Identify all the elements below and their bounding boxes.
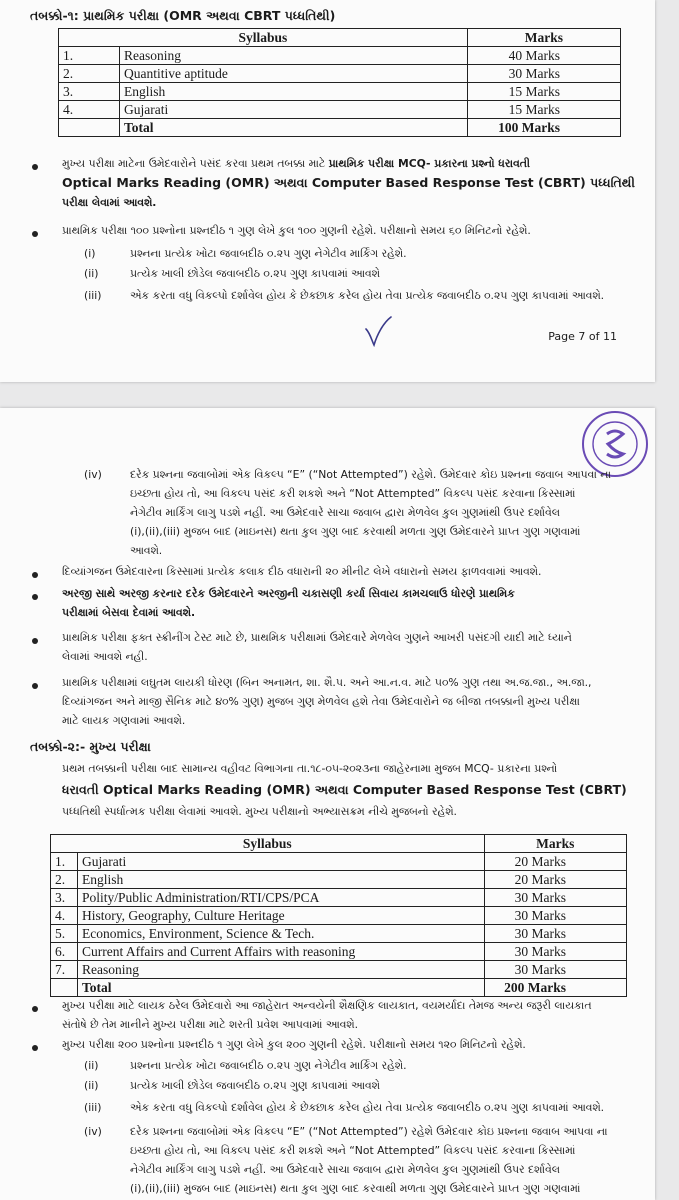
stage2-heading: તબક્કો-૨:- મુખ્ય પરીક્ષા <box>30 739 151 754</box>
rule-number: (iii) <box>84 289 102 302</box>
table-row <box>59 65 621 83</box>
bullet-marker <box>32 638 38 644</box>
row-number <box>59 119 120 137</box>
para-line: દિવ્યાંગજન અને માજી સૈનિક માટે ૪૦% ગુણ) મુજબ ગુણ મેળવેલ હશે તેવા ઉમેદવારોને જ બીજા તબક્કાની મુખ્ય પરીક્ષા <box>62 695 580 708</box>
subject-cell: Economics, Environment, Science & Tech. <box>78 925 485 943</box>
rule-item <box>84 1056 407 1075</box>
row-number: 2. <box>59 65 120 83</box>
rule-text: પ્રશ્નના પ્રત્યેક ખોટા જવાબદીઠ ૦.૨૫ ગુણ નેગેટીવ માર્કિંગ રહેશે. <box>130 1059 407 1072</box>
rule-number: (ii) <box>84 267 99 280</box>
marks-cell: 20 Marks <box>484 853 626 871</box>
total-value: 100 Marks <box>467 119 620 137</box>
rule-number: (iii) <box>84 1101 102 1114</box>
para-line: પ્રાથમિક પરીક્ષા ફક્ત સ્ક્રીનીંગ ટેસ્ટ માટે છે, પ્રાથમિક પરીક્ષામાં ઉમેદવારે મેળવેલ ગુણને આખરી પસંદગી યાદી માટે ધ્યાને <box>62 631 572 644</box>
marks-cell: 30 Marks <box>484 943 626 961</box>
provisional-admission-paragraph <box>62 584 515 622</box>
row-number: 1. <box>51 853 78 871</box>
stage1-heading: તબક્કો-૧: પ્રાથમિક પરીક્ષા (OMR અથવા CBRT પધ્ધતિથી) <box>30 8 336 23</box>
table-row <box>51 853 627 871</box>
bullet-marker <box>32 164 38 170</box>
page-number: Page 7 of 11 <box>548 330 617 343</box>
syllabus-header: Syllabus <box>59 29 468 47</box>
table-row <box>51 961 627 979</box>
rule-text: પ્રશ્નના પ્રત્યેક ખોટા જવાબદીઠ ૦.૨૫ ગુણ નેગેટીવ માર્કિંગ રહેશે. <box>130 247 407 260</box>
minimum-qualifying-paragraph <box>62 673 591 730</box>
marks-cell: 30 Marks <box>484 925 626 943</box>
rule-item-iv <box>84 465 130 484</box>
para-line: પરીક્ષામાં બેસવા દેવામાં આવશે. <box>62 606 196 619</box>
marks-cell: 30 Marks <box>467 65 620 83</box>
handwritten-tick-mark <box>363 315 393 347</box>
subject-cell: Gujarati <box>120 101 468 119</box>
para-line: સંતોષે છે તેમ માનીને મુખ્ય પરીક્ષા માટે શરતી પ્રવેશ આપવામાં આવશે. <box>62 1018 359 1031</box>
rule-number: (ii) <box>84 1079 99 1092</box>
rule-number: (iv) <box>84 1125 102 1138</box>
subject-cell: Reasoning <box>78 961 485 979</box>
marks-cell: 30 Marks <box>484 961 626 979</box>
table-row <box>59 83 621 101</box>
para-line: અરજી સાથે અરજી કરનાર દરેક ઉમેદવારને અરજીની ચકાસણી કર્યા સિવાય કામચલાઉ ધોરણે પ્રાથમિક <box>62 587 515 600</box>
table-row <box>51 925 627 943</box>
bullet-marker <box>32 683 38 689</box>
rule-text: એક કરતા વધુ વિકલ્પો દર્શાવેલ હોય કે છેકછાક કરેલ હોય તેવા પ્રત્યેક જવાબદીઠ ૦.૨૫ ગુણ કાપવામાં આવશે. <box>130 289 605 302</box>
rule-item <box>84 1098 604 1117</box>
screening-test-paragraph <box>62 628 572 666</box>
conditional-entry-paragraph <box>62 996 591 1034</box>
rule-item <box>84 264 380 283</box>
subject-cell: Reasoning <box>120 47 468 65</box>
rule-item <box>84 244 407 263</box>
para-line: આવશે. <box>130 544 163 557</box>
rule-item-iv <box>84 1122 130 1141</box>
main-exam-intro <box>62 759 627 821</box>
not-attempted-paragraph <box>130 465 650 560</box>
row-number: 6. <box>51 943 78 961</box>
document-page-8 <box>0 408 655 1200</box>
para-line: નેગેટીવ માર્કિંગ લાગુ પડશે નહીં. આ ઉમેદવારે સાચા જવાબ દ્વારા મેળવેલ કુલ ગુણમાંથી ઉપર દર્શાવેલ <box>130 506 560 519</box>
row-number: 4. <box>59 101 120 119</box>
para-line: મુખ્ય પરીક્ષા માટે લાયક ઠરેલ ઉમેદવારો આ જાહેરાત અન્વયેની શૈક્ષણિક લાયકાત, વયમર્યાદા તેમજ અન્ય જરૂરી લાયકાત <box>62 999 592 1012</box>
para-line: (i),(ii),(iii) મુજબ બાદ (માઇનસ) થતા કુલ ગુણ બાદ કરવાથી મળતા ગુણ ઉમેદવારને પ્રાપ્ત ગુણ ગણવામાં <box>130 1182 581 1195</box>
subject-cell: History, Geography, Culture Heritage <box>78 907 485 925</box>
subject-cell: Quantitive aptitude <box>120 65 468 83</box>
total-label: Total <box>78 979 485 997</box>
rule-text: એક કરતા વધુ વિકલ્પો દર્શાવેલ હોય કે છેકછાક કરેલ હોય તેવા પ્રત્યેક જવાબદીઠ ૦.૨૫ ગુણ કાપવામાં આવશે. <box>130 1101 605 1114</box>
row-number <box>51 979 78 997</box>
table-total-row <box>51 979 627 997</box>
row-number: 3. <box>51 889 78 907</box>
para-line: ઇચ્છતા હોય તો, આ વિકલ્પ પસંદ કરી શકશે અને “Not Attempted” વિકલ્પ પસંદ કરવાના કિસ્સામાં <box>130 487 576 500</box>
omr-cbrt-text: ધરાવતી Optical Marks Reading (OMR) અથવા Computer Based Response Test (CBRT) <box>62 782 627 797</box>
subject-cell: English <box>120 83 468 101</box>
para-line: લેવામાં આવશે નહી. <box>62 650 148 663</box>
stage1-syllabus-table <box>58 28 621 137</box>
para-line: નેગેટીવ માર્કિંગ લાગુ પડશે નહીં. આ ઉમેદવારે સાચા જવાબ દ્વારા મેળવેલ કુલ ગુણમાંથી ઉપર દર્શાવેલ <box>130 1163 560 1176</box>
syllabus-header: Syllabus <box>51 835 485 853</box>
document-page-7 <box>0 0 655 382</box>
marks-header: Marks <box>484 835 626 853</box>
para-bold-text: પ્રાથમિક પરીક્ષા MCQ- પ્રકારના પ્રશ્નો ધરાવતી <box>328 157 530 170</box>
rule-item <box>84 1076 380 1095</box>
bullet-marker <box>32 1045 38 1051</box>
para-line: દરેક પ્રશ્નના જવાબોમાં એક વિકલ્પ “E” (“Not Attempted”) રહેશે ઉમેદવાર કોઇ પ્રશ્નના જવાબ આપવા ના <box>130 1125 608 1138</box>
omr-cbrt-text: Optical Marks Reading (OMR) અથવા Computer Based Response Test (CBRT) પધ્ધતિથી <box>62 175 635 190</box>
bullet-marker <box>32 231 38 237</box>
table-row <box>59 47 621 65</box>
rule-number: (ii) <box>84 1059 99 1072</box>
table-total-row <box>59 119 621 137</box>
para-line: (i),(ii),(iii) મુજબ બાદ (માઇનસ) થતા કુલ ગુણ બાદ કરવાથી મળતા ગુણ ઉમેદવારને પ્રાપ્ત ગુણ ગણવામાં <box>130 525 581 538</box>
row-number: 7. <box>51 961 78 979</box>
para-line: ઇચ્છતા હોય તો, આ વિકલ્પ પસંદ કરી શકશે અને “Not Attempted” વિકલ્પ પસંદ કરવાના કિસ્સામાં <box>130 1144 576 1157</box>
table-row <box>51 889 627 907</box>
not-attempted-paragraph-main <box>130 1122 650 1198</box>
subject-cell: Current Affairs and Current Affairs with reasoning <box>78 943 485 961</box>
row-number: 2. <box>51 871 78 889</box>
table-row <box>59 101 621 119</box>
total-value: 200 Marks <box>484 979 626 997</box>
table-row <box>51 871 627 889</box>
row-number: 4. <box>51 907 78 925</box>
table-row <box>51 907 627 925</box>
prelim-exam-paragraph <box>62 154 642 212</box>
rule-number: (iv) <box>84 468 102 481</box>
marks-cell: 20 Marks <box>484 871 626 889</box>
bullet-marker <box>32 572 38 578</box>
rule-number: (i) <box>84 247 96 260</box>
marks-cell: 40 Marks <box>467 47 620 65</box>
subject-cell: Gujarati <box>78 853 485 871</box>
marks-cell: 30 Marks <box>484 889 626 907</box>
prelim-marks-paragraph: પ્રાથમિક પરીક્ષા ૧૦૦ પ્રશ્નોના પ્રશ્નદીઠ ૧ ગુણ લેખે કુલ ૧૦૦ ગુણની રહેશે. પરીક્ષાનો સમય ૬૦ મિનિટનો રહેશે. <box>62 224 531 237</box>
para-line: માટે લાયક ગણવામાં આવશે. <box>62 714 186 727</box>
rule-item <box>84 286 604 305</box>
marks-cell: 15 Marks <box>467 101 620 119</box>
subject-cell: English <box>78 871 485 889</box>
row-number: 5. <box>51 925 78 943</box>
para-text: મુખ્ય પરીક્ષા માટેના ઉમેદવારોને પસંદ કરવા પ્રથમ તબક્કા માટે <box>62 157 326 170</box>
para-bold-text: પરીક્ષા લેવામાં આવશે. <box>62 196 157 209</box>
marks-header: Marks <box>467 29 620 47</box>
bullet-marker <box>32 594 38 600</box>
para-line: પધ્ધતિથી સ્પર્ધાત્મક પરીક્ષા લેવામાં આવશે. મુખ્ય પરીક્ષાનો અભ્યાસક્રમ નીચે મુજબનો રહેશે. <box>62 805 457 818</box>
para-line: દરેક પ્રશ્નના જવાબોમાં એક વિકલ્પ “E” (“Not Attempted”) રહેશે. ઉમેદવાર કોઇ પ્રશ્નના જવાબ આપવા ના <box>130 468 611 481</box>
bullet-marker <box>32 1006 38 1012</box>
row-number: 1. <box>59 47 120 65</box>
table-header-row <box>59 29 621 47</box>
total-label: Total <box>120 119 468 137</box>
rule-text: પ્રત્યેક ખાલી છોડેલ જવાબદીઠ ૦.૨૫ ગુણ કાપવામાં આવશે <box>130 1079 380 1092</box>
table-row <box>51 943 627 961</box>
stage2-syllabus-table <box>50 834 627 997</box>
marks-cell: 30 Marks <box>484 907 626 925</box>
table-header-row <box>51 835 627 853</box>
para-line: પ્રાથમિક પરીક્ષામાં લઘુતમ લાયકી ધોરણ (બિન અનામત, શા. શૈ.પ. અને આ.ન.વ. માટે ૫૦% ગુણ તથા અ.જ.જા., અ.જા., <box>62 676 592 689</box>
row-number: 3. <box>59 83 120 101</box>
para-line: પ્રથમ તબક્કાની પરીક્ષા બાદ સામાન્ય વહીવટ વિભાગના તા.૧૮-૦૫-૨૦૨૩ના જાહેરનામા મુજબ MCQ- પ્રકારના પ્રશ્નો <box>62 762 558 775</box>
rule-text: પ્રત્યેક ખાલી છોડેલ જવાબદીઠ ૦.૨૫ ગુણ કાપવામાં આવશે <box>130 267 380 280</box>
marks-cell: 15 Marks <box>467 83 620 101</box>
disability-time-paragraph: દિવ્યાંગજન ઉમેદવારના કિસ્સામાં પ્રત્યેક કલાક દીઠ વધારાની ૨૦ મીનીટ લેખે વધારાનો સમય ફાળવવામાં આવશે. <box>62 565 542 578</box>
main-marks-paragraph: મુખ્ય પરીક્ષા ૨૦૦ પ્રશ્નોના પ્રશ્નદીઠ ૧ ગુણ લેખે કુલ ૨૦૦ ગુણની રહેશે. પરીક્ષાનો સમય ૧૨૦ મિનિટનો રહેશે. <box>62 1038 526 1051</box>
subject-cell: Polity/Public Administration/RTI/CPS/PCA <box>78 889 485 907</box>
